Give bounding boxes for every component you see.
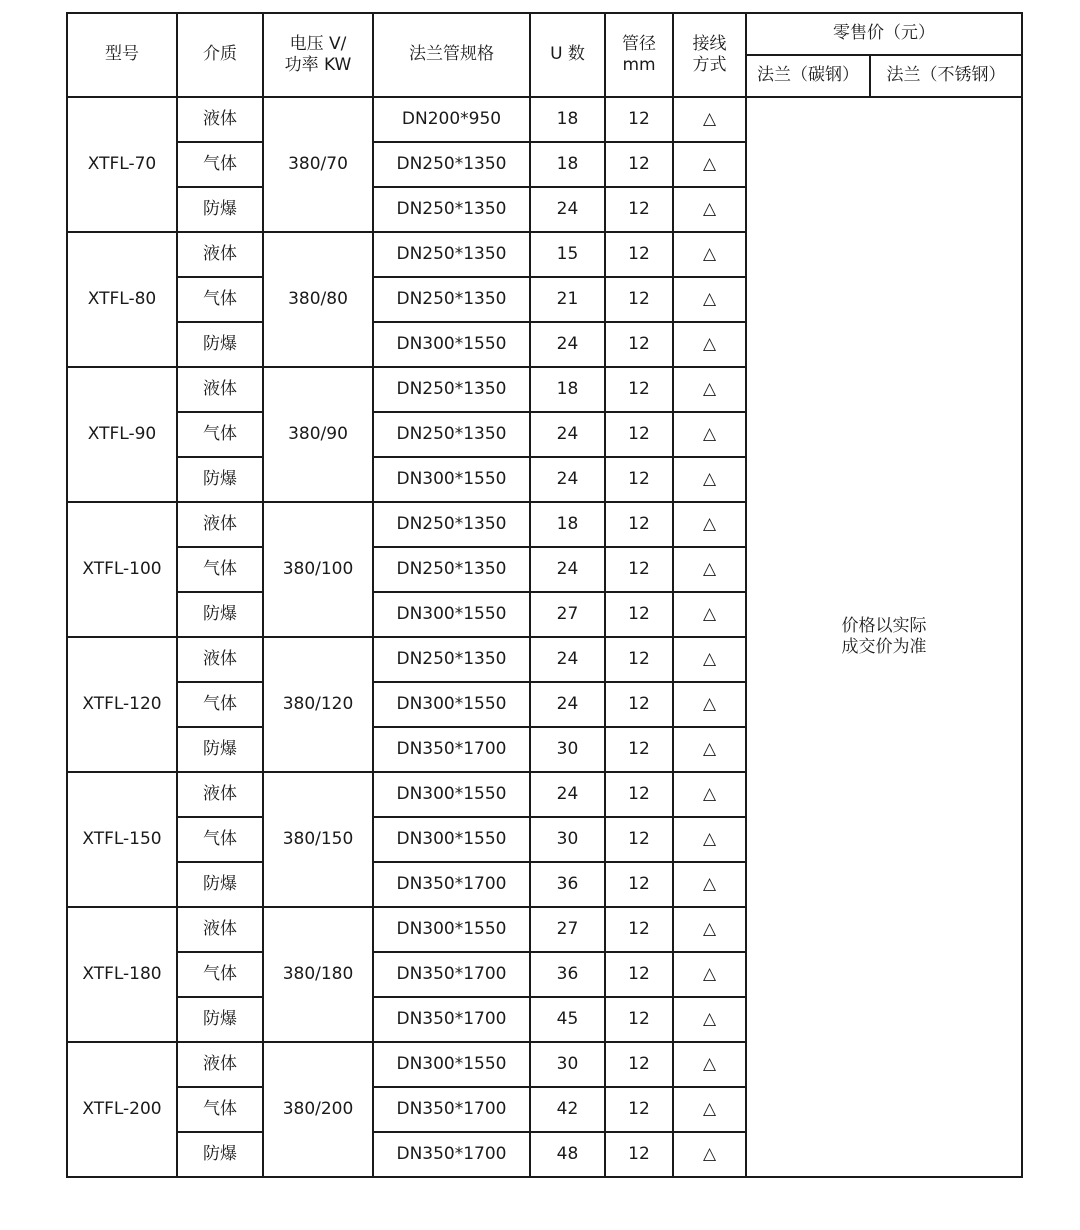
u-count-cell: 30 xyxy=(530,1042,605,1087)
pipe-cell: 12 xyxy=(605,1042,673,1087)
model-cell: XTFL-120 xyxy=(67,637,177,772)
u-count-cell: 24 xyxy=(530,187,605,232)
medium-cell: 气体 xyxy=(177,952,263,997)
flange-cell: DN250*1350 xyxy=(373,502,530,547)
medium-cell: 气体 xyxy=(177,412,263,457)
medium-cell: 防爆 xyxy=(177,457,263,502)
flange-cell: DN350*1700 xyxy=(373,952,530,997)
flange-cell: DN250*1350 xyxy=(373,277,530,322)
medium-cell: 防爆 xyxy=(177,997,263,1042)
table-row xyxy=(67,97,1022,142)
model-cell: XTFL-100 xyxy=(67,502,177,637)
header-voltage xyxy=(263,13,373,97)
medium-cell: 防爆 xyxy=(177,862,263,907)
medium-cell: 液体 xyxy=(177,907,263,952)
pipe-cell: 12 xyxy=(605,592,673,637)
flange-cell: DN200*950 xyxy=(373,97,530,142)
pipe-cell: 12 xyxy=(605,637,673,682)
medium-cell: 液体 xyxy=(177,97,263,142)
wiring-cell: △ xyxy=(673,637,746,682)
u-count-cell: 27 xyxy=(530,907,605,952)
medium-cell: 液体 xyxy=(177,637,263,682)
header-wiring-line2: 方式 xyxy=(692,55,727,75)
u-count-cell: 45 xyxy=(530,997,605,1042)
price-note-line2: 成交价为准 xyxy=(841,637,927,657)
flange-cell: DN300*1550 xyxy=(373,457,530,502)
u-count-cell: 30 xyxy=(530,817,605,862)
header-flange: 法兰管规格 xyxy=(373,13,530,97)
medium-cell: 气体 xyxy=(177,547,263,592)
pipe-cell: 12 xyxy=(605,727,673,772)
pipe-cell: 12 xyxy=(605,907,673,952)
wiring-cell: △ xyxy=(673,862,746,907)
pipe-cell: 12 xyxy=(605,502,673,547)
pipe-cell: 12 xyxy=(605,952,673,997)
header-wiring-line1: 接线 xyxy=(692,33,727,54)
flange-cell: DN350*1700 xyxy=(373,862,530,907)
model-cell: XTFL-180 xyxy=(67,907,177,1042)
u-count-cell: 48 xyxy=(530,1132,605,1177)
flange-cell: DN300*1550 xyxy=(373,817,530,862)
u-count-cell: 24 xyxy=(530,412,605,457)
medium-cell: 气体 xyxy=(177,277,263,322)
power-cell: 380/70 xyxy=(263,97,373,232)
u-count-cell: 27 xyxy=(530,592,605,637)
u-count-cell: 24 xyxy=(530,772,605,817)
medium-cell: 防爆 xyxy=(177,592,263,637)
header-carbon: 法兰（碳钢） xyxy=(746,55,870,97)
medium-cell: 液体 xyxy=(177,502,263,547)
pipe-cell: 12 xyxy=(605,322,673,367)
medium-cell: 防爆 xyxy=(177,322,263,367)
medium-cell: 防爆 xyxy=(177,727,263,772)
wiring-cell: △ xyxy=(673,502,746,547)
u-count-cell: 36 xyxy=(530,952,605,997)
u-count-cell: 18 xyxy=(530,502,605,547)
header-medium: 介质 xyxy=(177,13,263,97)
pipe-cell: 12 xyxy=(605,232,673,277)
model-cell: XTFL-70 xyxy=(67,97,177,232)
u-count-cell: 24 xyxy=(530,457,605,502)
medium-cell: 液体 xyxy=(177,772,263,817)
wiring-cell: △ xyxy=(673,1042,746,1087)
wiring-cell: △ xyxy=(673,412,746,457)
medium-cell: 气体 xyxy=(177,817,263,862)
medium-cell: 气体 xyxy=(177,142,263,187)
u-count-cell: 21 xyxy=(530,277,605,322)
flange-cell: DN300*1550 xyxy=(373,772,530,817)
table-body xyxy=(67,97,1022,1177)
wiring-cell: △ xyxy=(673,592,746,637)
wiring-cell: △ xyxy=(673,682,746,727)
flange-cell: DN250*1350 xyxy=(373,412,530,457)
u-count-cell: 18 xyxy=(530,97,605,142)
header-voltage-line2: 功率 KW xyxy=(284,55,352,75)
model-cell: XTFL-90 xyxy=(67,367,177,502)
wiring-cell: △ xyxy=(673,232,746,277)
power-cell: 380/80 xyxy=(263,232,373,367)
pipe-cell: 12 xyxy=(605,367,673,412)
pipe-cell: 12 xyxy=(605,97,673,142)
flange-cell: DN300*1550 xyxy=(373,322,530,367)
model-cell: XTFL-200 xyxy=(67,1042,177,1177)
flange-cell: DN250*1350 xyxy=(373,232,530,277)
u-count-cell: 30 xyxy=(530,727,605,772)
flange-cell: DN250*1350 xyxy=(373,142,530,187)
price-note-cell xyxy=(746,97,1022,1177)
wiring-cell: △ xyxy=(673,727,746,772)
pipe-cell: 12 xyxy=(605,1132,673,1177)
header-wiring xyxy=(673,13,746,97)
power-cell: 380/150 xyxy=(263,772,373,907)
medium-cell: 气体 xyxy=(177,1087,263,1132)
header-u-count: U 数 xyxy=(530,13,605,97)
header-model: 型号 xyxy=(67,13,177,97)
wiring-cell: △ xyxy=(673,952,746,997)
wiring-cell: △ xyxy=(673,277,746,322)
wiring-cell: △ xyxy=(673,1132,746,1177)
u-count-cell: 24 xyxy=(530,322,605,367)
power-cell: 380/180 xyxy=(263,907,373,1042)
u-count-cell: 36 xyxy=(530,862,605,907)
u-count-cell: 15 xyxy=(530,232,605,277)
flange-cell: DN300*1550 xyxy=(373,907,530,952)
flange-cell: DN250*1350 xyxy=(373,637,530,682)
pipe-cell: 12 xyxy=(605,547,673,592)
wiring-cell: △ xyxy=(673,772,746,817)
flange-cell: DN300*1550 xyxy=(373,592,530,637)
pipe-cell: 12 xyxy=(605,187,673,232)
pipe-cell: 12 xyxy=(605,682,673,727)
wiring-cell: △ xyxy=(673,907,746,952)
header-pipe xyxy=(605,13,673,97)
pipe-cell: 12 xyxy=(605,412,673,457)
flange-cell: DN350*1700 xyxy=(373,1087,530,1132)
flange-cell: DN350*1700 xyxy=(373,997,530,1042)
flange-cell: DN250*1350 xyxy=(373,367,530,412)
pipe-cell: 12 xyxy=(605,997,673,1042)
model-cell: XTFL-150 xyxy=(67,772,177,907)
medium-cell: 液体 xyxy=(177,367,263,412)
power-cell: 380/90 xyxy=(263,367,373,502)
u-count-cell: 24 xyxy=(530,637,605,682)
flange-cell: DN300*1550 xyxy=(373,682,530,727)
wiring-cell: △ xyxy=(673,997,746,1042)
header-pipe-line1: 管径 xyxy=(622,33,656,54)
spec-table xyxy=(66,12,1023,1178)
header-stainless: 法兰（不锈钢） xyxy=(870,55,1022,97)
wiring-cell: △ xyxy=(673,322,746,367)
wiring-cell: △ xyxy=(673,97,746,142)
header-voltage-line1: 电压 V/ xyxy=(289,33,347,54)
flange-cell: DN250*1350 xyxy=(373,547,530,592)
u-count-cell: 18 xyxy=(530,367,605,412)
wiring-cell: △ xyxy=(673,817,746,862)
pipe-cell: 12 xyxy=(605,862,673,907)
u-count-cell: 42 xyxy=(530,1087,605,1132)
wiring-cell: △ xyxy=(673,187,746,232)
model-cell: XTFL-80 xyxy=(67,232,177,367)
wiring-cell: △ xyxy=(673,367,746,412)
medium-cell: 防爆 xyxy=(177,187,263,232)
pipe-cell: 12 xyxy=(605,457,673,502)
flange-cell: DN350*1700 xyxy=(373,727,530,772)
power-cell: 380/120 xyxy=(263,637,373,772)
power-cell: 380/200 xyxy=(263,1042,373,1177)
flange-cell: DN350*1700 xyxy=(373,1132,530,1177)
wiring-cell: △ xyxy=(673,142,746,187)
wiring-cell: △ xyxy=(673,1087,746,1132)
pipe-cell: 12 xyxy=(605,142,673,187)
wiring-cell: △ xyxy=(673,547,746,592)
pipe-cell: 12 xyxy=(605,817,673,862)
flange-cell: DN250*1350 xyxy=(373,187,530,232)
wiring-cell: △ xyxy=(673,457,746,502)
medium-cell: 防爆 xyxy=(177,1132,263,1177)
medium-cell: 气体 xyxy=(177,682,263,727)
pipe-cell: 12 xyxy=(605,277,673,322)
power-cell: 380/100 xyxy=(263,502,373,637)
flange-cell: DN300*1550 xyxy=(373,1042,530,1087)
medium-cell: 液体 xyxy=(177,1042,263,1087)
pipe-cell: 12 xyxy=(605,1087,673,1132)
header-retail: 零售价（元） xyxy=(746,13,1022,55)
u-count-cell: 24 xyxy=(530,547,605,592)
pipe-cell: 12 xyxy=(605,772,673,817)
u-count-cell: 24 xyxy=(530,682,605,727)
price-note-line1: 价格以实际 xyxy=(841,615,927,636)
medium-cell: 液体 xyxy=(177,232,263,277)
u-count-cell: 18 xyxy=(530,142,605,187)
header-pipe-line2: mm xyxy=(622,55,656,75)
